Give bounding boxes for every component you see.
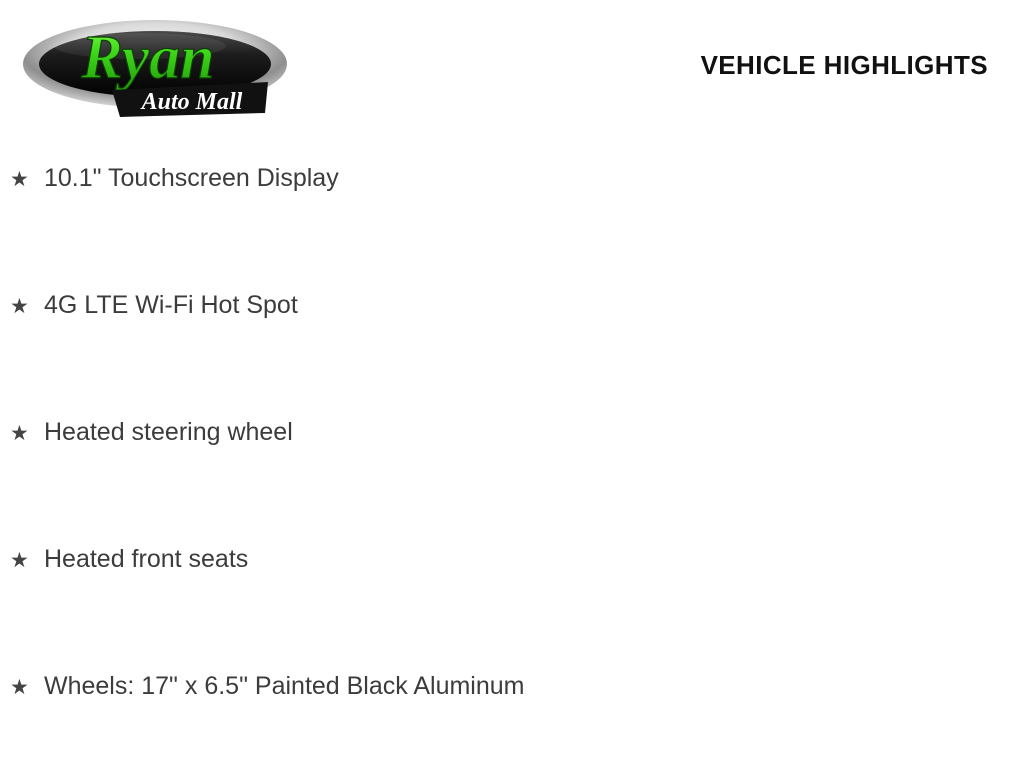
highlight-label: Wheels: 17" x 6.5" Painted Black Aluminum xyxy=(44,672,525,700)
highlight-label: Heated front seats xyxy=(44,545,249,573)
list-item xyxy=(0,674,1024,768)
svg-text:Ryan: Ryan xyxy=(81,24,215,92)
svg-text:Auto Mall: Auto Mall xyxy=(141,89,243,115)
page-title: VEHICLE HIGHLIGHTS xyxy=(700,50,988,80)
star-icon: ★ xyxy=(10,295,29,318)
star-icon: ★ xyxy=(10,168,29,191)
list-item xyxy=(0,547,1024,674)
page-header xyxy=(0,0,1024,135)
star-icon: ★ xyxy=(10,676,29,699)
highlight-label: Heated steering wheel xyxy=(44,418,293,446)
list-item xyxy=(0,293,1024,420)
star-icon: ★ xyxy=(10,422,29,445)
list-item xyxy=(0,166,1024,293)
highlight-label: 4G LTE Wi-Fi Hot Spot xyxy=(44,291,298,319)
highlight-label: 10.1" Touchscreen Display xyxy=(44,164,339,192)
star-icon: ★ xyxy=(10,549,29,572)
list-item xyxy=(0,420,1024,547)
vehicle-highlights-list xyxy=(0,166,1024,768)
ryan-auto-mall-logo xyxy=(20,10,290,122)
